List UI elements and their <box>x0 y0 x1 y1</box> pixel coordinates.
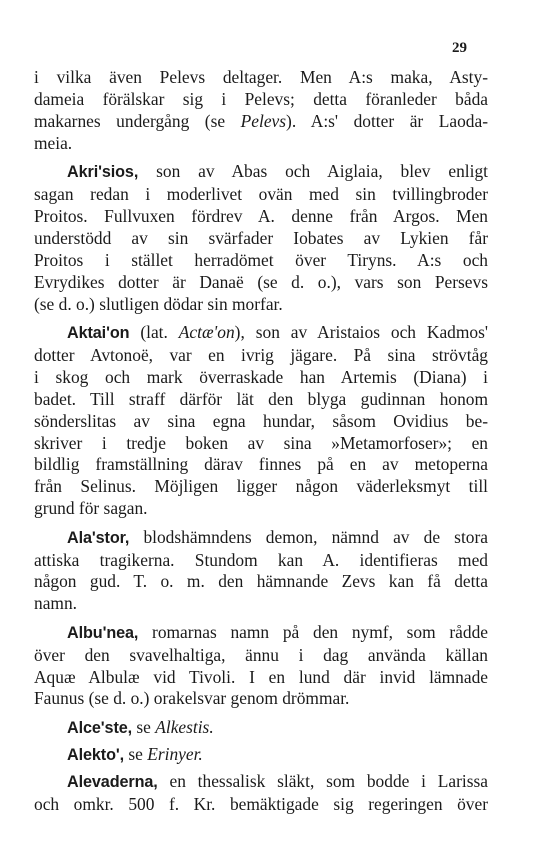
text-line: skriver i tredje boken av sina »Metamorfoser»; en <box>34 432 488 453</box>
text-line: attiska tragikerna. Stundom kan A. identifieras med <box>34 549 488 570</box>
text-line: sagan redan i moderlivet ovän med sin tvillingbroder <box>34 184 488 205</box>
text-segment: blodshämndens demon, nämnd av de stora <box>129 526 488 547</box>
text-line <box>34 744 488 767</box>
text-line: och omkr. 500 f. Kr. bemäktigade sig regeringen över <box>34 793 488 814</box>
text-segment: en thessalisk släkt, som bodde i Larissa <box>157 770 488 791</box>
text-line: i skog och mark överraskade han Artemis (Diana) i <box>34 366 488 387</box>
text-line: (se d. o.) slutligen dödar sin morfar. <box>34 293 283 314</box>
text-line: understödd av sin svärfader Iobates av Lykien får <box>34 227 488 248</box>
text-line: bildlig framställning därav finnes på en av metoperna <box>34 454 488 475</box>
text-line: över den svavelhaltiga, ännu i dag använda källan <box>34 644 488 665</box>
italic-term: Pelevs <box>240 110 287 131</box>
entry-alastor <box>34 527 488 616</box>
entry-headword: Alekto', <box>67 745 125 764</box>
text-segment: se <box>124 743 148 764</box>
text-line: namn. <box>34 593 77 614</box>
entry-alekto <box>34 744 488 767</box>
text-line: i vilka även Pelevs deltager. Men A:s maka, Asty- <box>34 67 488 87</box>
text-line: Faunus (se d. o.) orakelsvar genom drömmar. <box>34 688 350 709</box>
entry-headword: Albu'nea, <box>67 623 139 642</box>
entry-headword: Aktai'on <box>67 323 130 342</box>
entry-alceste <box>34 717 488 740</box>
italic-term: Alkestis. <box>155 716 214 737</box>
entry-albunea <box>34 622 488 711</box>
text-line <box>34 322 488 345</box>
text-line: grund för sagan. <box>34 498 148 519</box>
italic-term: Actæ'on <box>178 321 235 342</box>
entry-headword: Ala'stor, <box>67 528 130 547</box>
text-body <box>34 67 488 822</box>
text-line: från Selinus. Möjligen ligger någon väderleksmyt till <box>34 476 488 497</box>
text-line: badet. Till straff därför lät den blyga gudinnan honom <box>34 388 488 409</box>
entry-aktaion <box>34 322 488 520</box>
text-line <box>34 161 488 184</box>
page-number: 29 <box>452 40 467 56</box>
text-line: Proitos i stället herradömet över Tiryns. A:s och <box>34 249 488 270</box>
text-line <box>34 527 488 550</box>
text-line: någon gud. T. o. m. den hämnande Zevs kan få detta <box>34 571 488 592</box>
entry-headword: Alevaderna, <box>67 772 158 791</box>
text-line: sönderslitas av sina egna hundar, såsom Ovidius be- <box>34 410 488 431</box>
text-line: dotter Avtonoë, var en ivrig jägare. På sina strövtåg <box>34 344 488 365</box>
text-segment: son av Abas och Aiglaia, blev enligt <box>138 161 488 182</box>
entry-headword: Alce'ste, <box>67 718 133 737</box>
text-line: Aquæ Albulæ vid Tivoli. I en lund där invid lämnade <box>34 666 488 687</box>
text-line: Evrydikes dotter är Danaë (se d. o.), vars son Persevs <box>34 271 488 292</box>
text-segment: ), son av Aristaios och Kadmos' <box>234 321 488 342</box>
text-line: Proitos. Fullvuxen fördrev A. denne från Argos. Men <box>34 205 488 226</box>
text-line: dameia förälskar sig i Pelevs; detta föranleder båda <box>34 88 488 109</box>
entry-akrisios <box>34 161 488 315</box>
text-segment: ). A:s' dotter är Laoda- <box>286 110 488 131</box>
text-line <box>34 111 488 133</box>
text-line: meia. <box>34 132 73 153</box>
paragraph-continuation <box>34 67 488 155</box>
text-line <box>34 622 488 645</box>
text-segment: se <box>132 716 156 737</box>
italic-term: Erinyer. <box>147 743 203 764</box>
text-segment: (lat. <box>129 321 179 342</box>
text-line <box>34 717 488 740</box>
text-segment: romarnas namn på den nymf, som rådde <box>138 621 488 642</box>
text-segment: makarnes undergång (se <box>34 110 241 131</box>
text-line <box>34 771 488 794</box>
entry-alevaderna <box>34 771 488 816</box>
entry-headword: Akri'sios, <box>67 163 139 182</box>
